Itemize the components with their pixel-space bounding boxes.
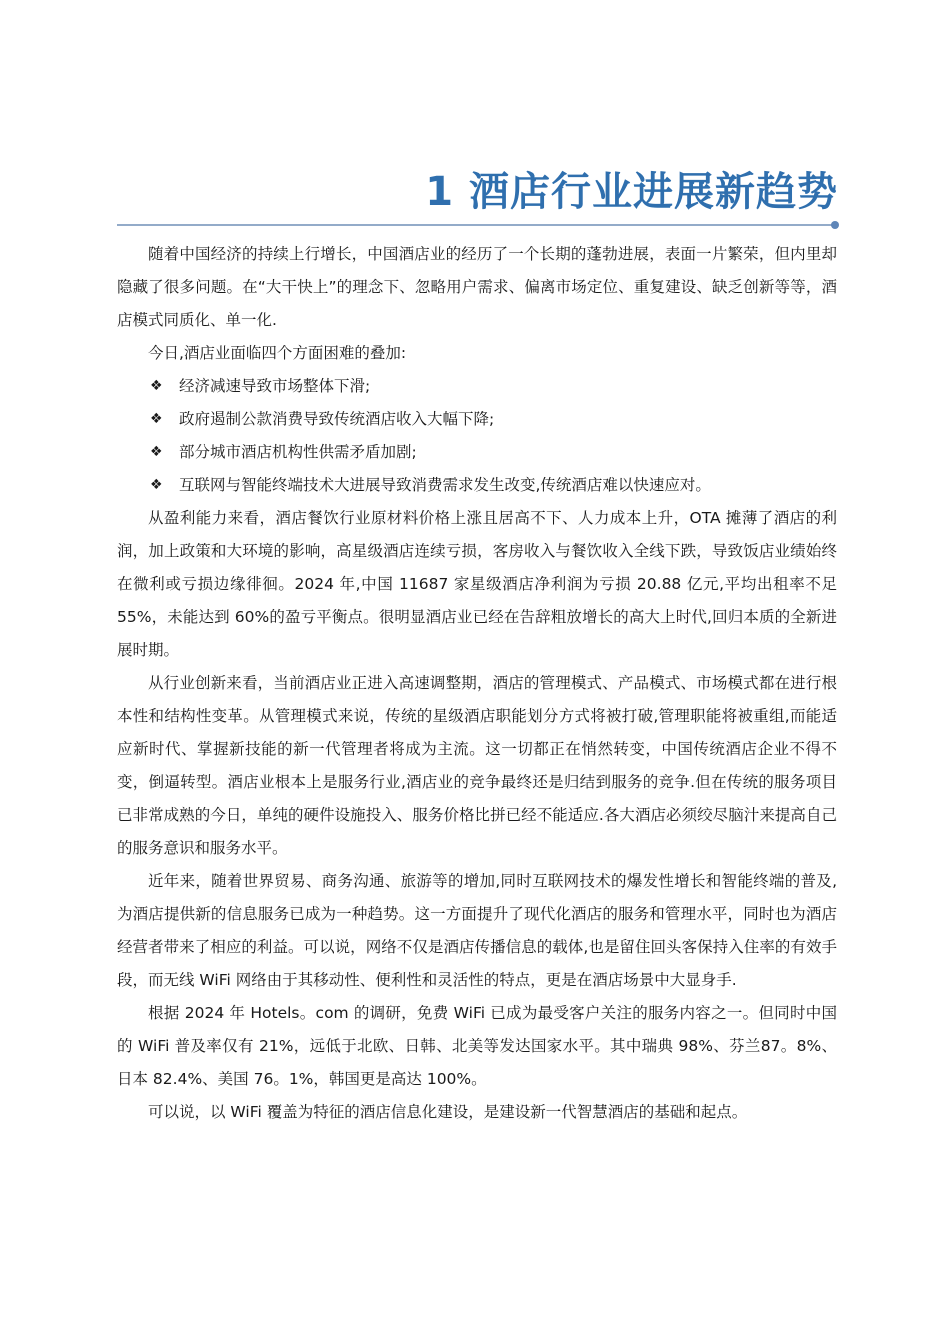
list-item-text: 互联网与智能终端技术大进展导致消费需求发生改变,传统酒店难以快速应对。 (179, 476, 711, 494)
divider-end-dot (831, 221, 839, 229)
list-item (117, 403, 837, 436)
section-heading: 1 酒店行业进展新趋势 (425, 169, 838, 215)
document-body (117, 238, 837, 1129)
network-trend-paragraph: 近年来，随着世界贸易、商务沟通、旅游等的增加,同时互联网技术的爆发性增长和智能终端的普及,为酒店提供新的信息服务已成为一种趋势。这一方面提升了现代化酒店的服务和管理水平，同时也为酒店经营者带来了相应的利益。可以说，网络不仅是酒店传播信息的载体,也是留住回头客保持入住率的有效手段，而无线 WiFi 网络由于其移动性、便利性和灵活性的特点，更是在酒店场景中大显身手. (117, 872, 837, 989)
list-item (117, 370, 837, 403)
conclusion-paragraph: 可以说，以 WiFi 覆盖为特征的酒店信息化建设，是建设新一代智慧酒店的基础和起点。 (148, 1103, 748, 1121)
list-item-text: 部分城市酒店机构性供需矛盾加剧; (179, 443, 417, 461)
diamond-bullet-icon: ❖ (150, 378, 163, 394)
diamond-bullet-icon: ❖ (150, 477, 163, 493)
list-item (117, 436, 837, 469)
heading-divider (117, 224, 835, 226)
wifi-survey-paragraph: 根据 2024 年 Hotels。com 的调研，免费 WiFi 已成为最受客户关注的服务内容之一。但同时中国的 WiFi 普及率仅有 21%，远低于北欧、日韩、北美等发达国家水平。其中瑞典 98%、芬兰87。8%、日本 82.4%、美国 76。1%，韩国更是高达 100%。 (117, 1004, 837, 1088)
list-item (117, 469, 837, 502)
diamond-bullet-icon: ❖ (150, 444, 163, 460)
innovation-paragraph: 从行业创新来看，当前酒店业正进入高速调整期，酒店的管理模式、产品模式、市场模式都在进行根本性和结构性变革。从管理模式来说，传统的星级酒店职能划分方式将被打破,管理职能将被重组,而能适应新时代、掌握新技能的新一代管理者将成为主流。这一切都正在悄然转变，中国传统酒店企业不得不变，倒逼转型。酒店业根本上是服务行业,酒店业的竞争最终还是归结到服务的竞争.但在传统的服务项目已非常成熟的今日，单纯的硬件设施投入、服务价格比拼已经不能适应.各大酒店必须绞尽脑汁来提高自己的服务意识和服务水平。 (117, 674, 837, 857)
list-item-text: 经济减速导致市场整体下滑; (179, 377, 371, 395)
difficulties-lead: 今日,酒店业面临四个方面困难的叠加: (148, 344, 407, 362)
intro-paragraph: 随着中国经济的持续上行增长，中国酒店业的经历了一个长期的蓬勃进展，表面一片繁荣，但内里却隐藏了很多问题。在“大干快上”的理念下、忽略用户需求、偏离市场定位、重复建设、缺乏创新等等，酒店模式同质化、单一化. (117, 245, 837, 329)
difficulties-list (117, 370, 837, 502)
diamond-bullet-icon: ❖ (150, 411, 163, 427)
list-item-text: 政府遏制公款消费导致传统酒店收入大幅下降; (179, 410, 495, 428)
profitability-paragraph: 从盈利能力来看，酒店餐饮行业原材料价格上涨且居高不下、人力成本上升，OTA 摊薄了酒店的利润，加上政策和大环境的影响，高星级酒店连续亏损，客房收入与餐饮收入全线下跌，导致饭店业绩始终在微利或亏损边缘徘徊。2024 年,中国 11687 家星级酒店净利润为亏损 20.88 亿元,平均出租率不足 55%，未能达到 60%的盈亏平衡点。很明显酒店业已经在告辞粗放增长的高大上时代,回归本质的全新进展时期。 (117, 509, 837, 659)
